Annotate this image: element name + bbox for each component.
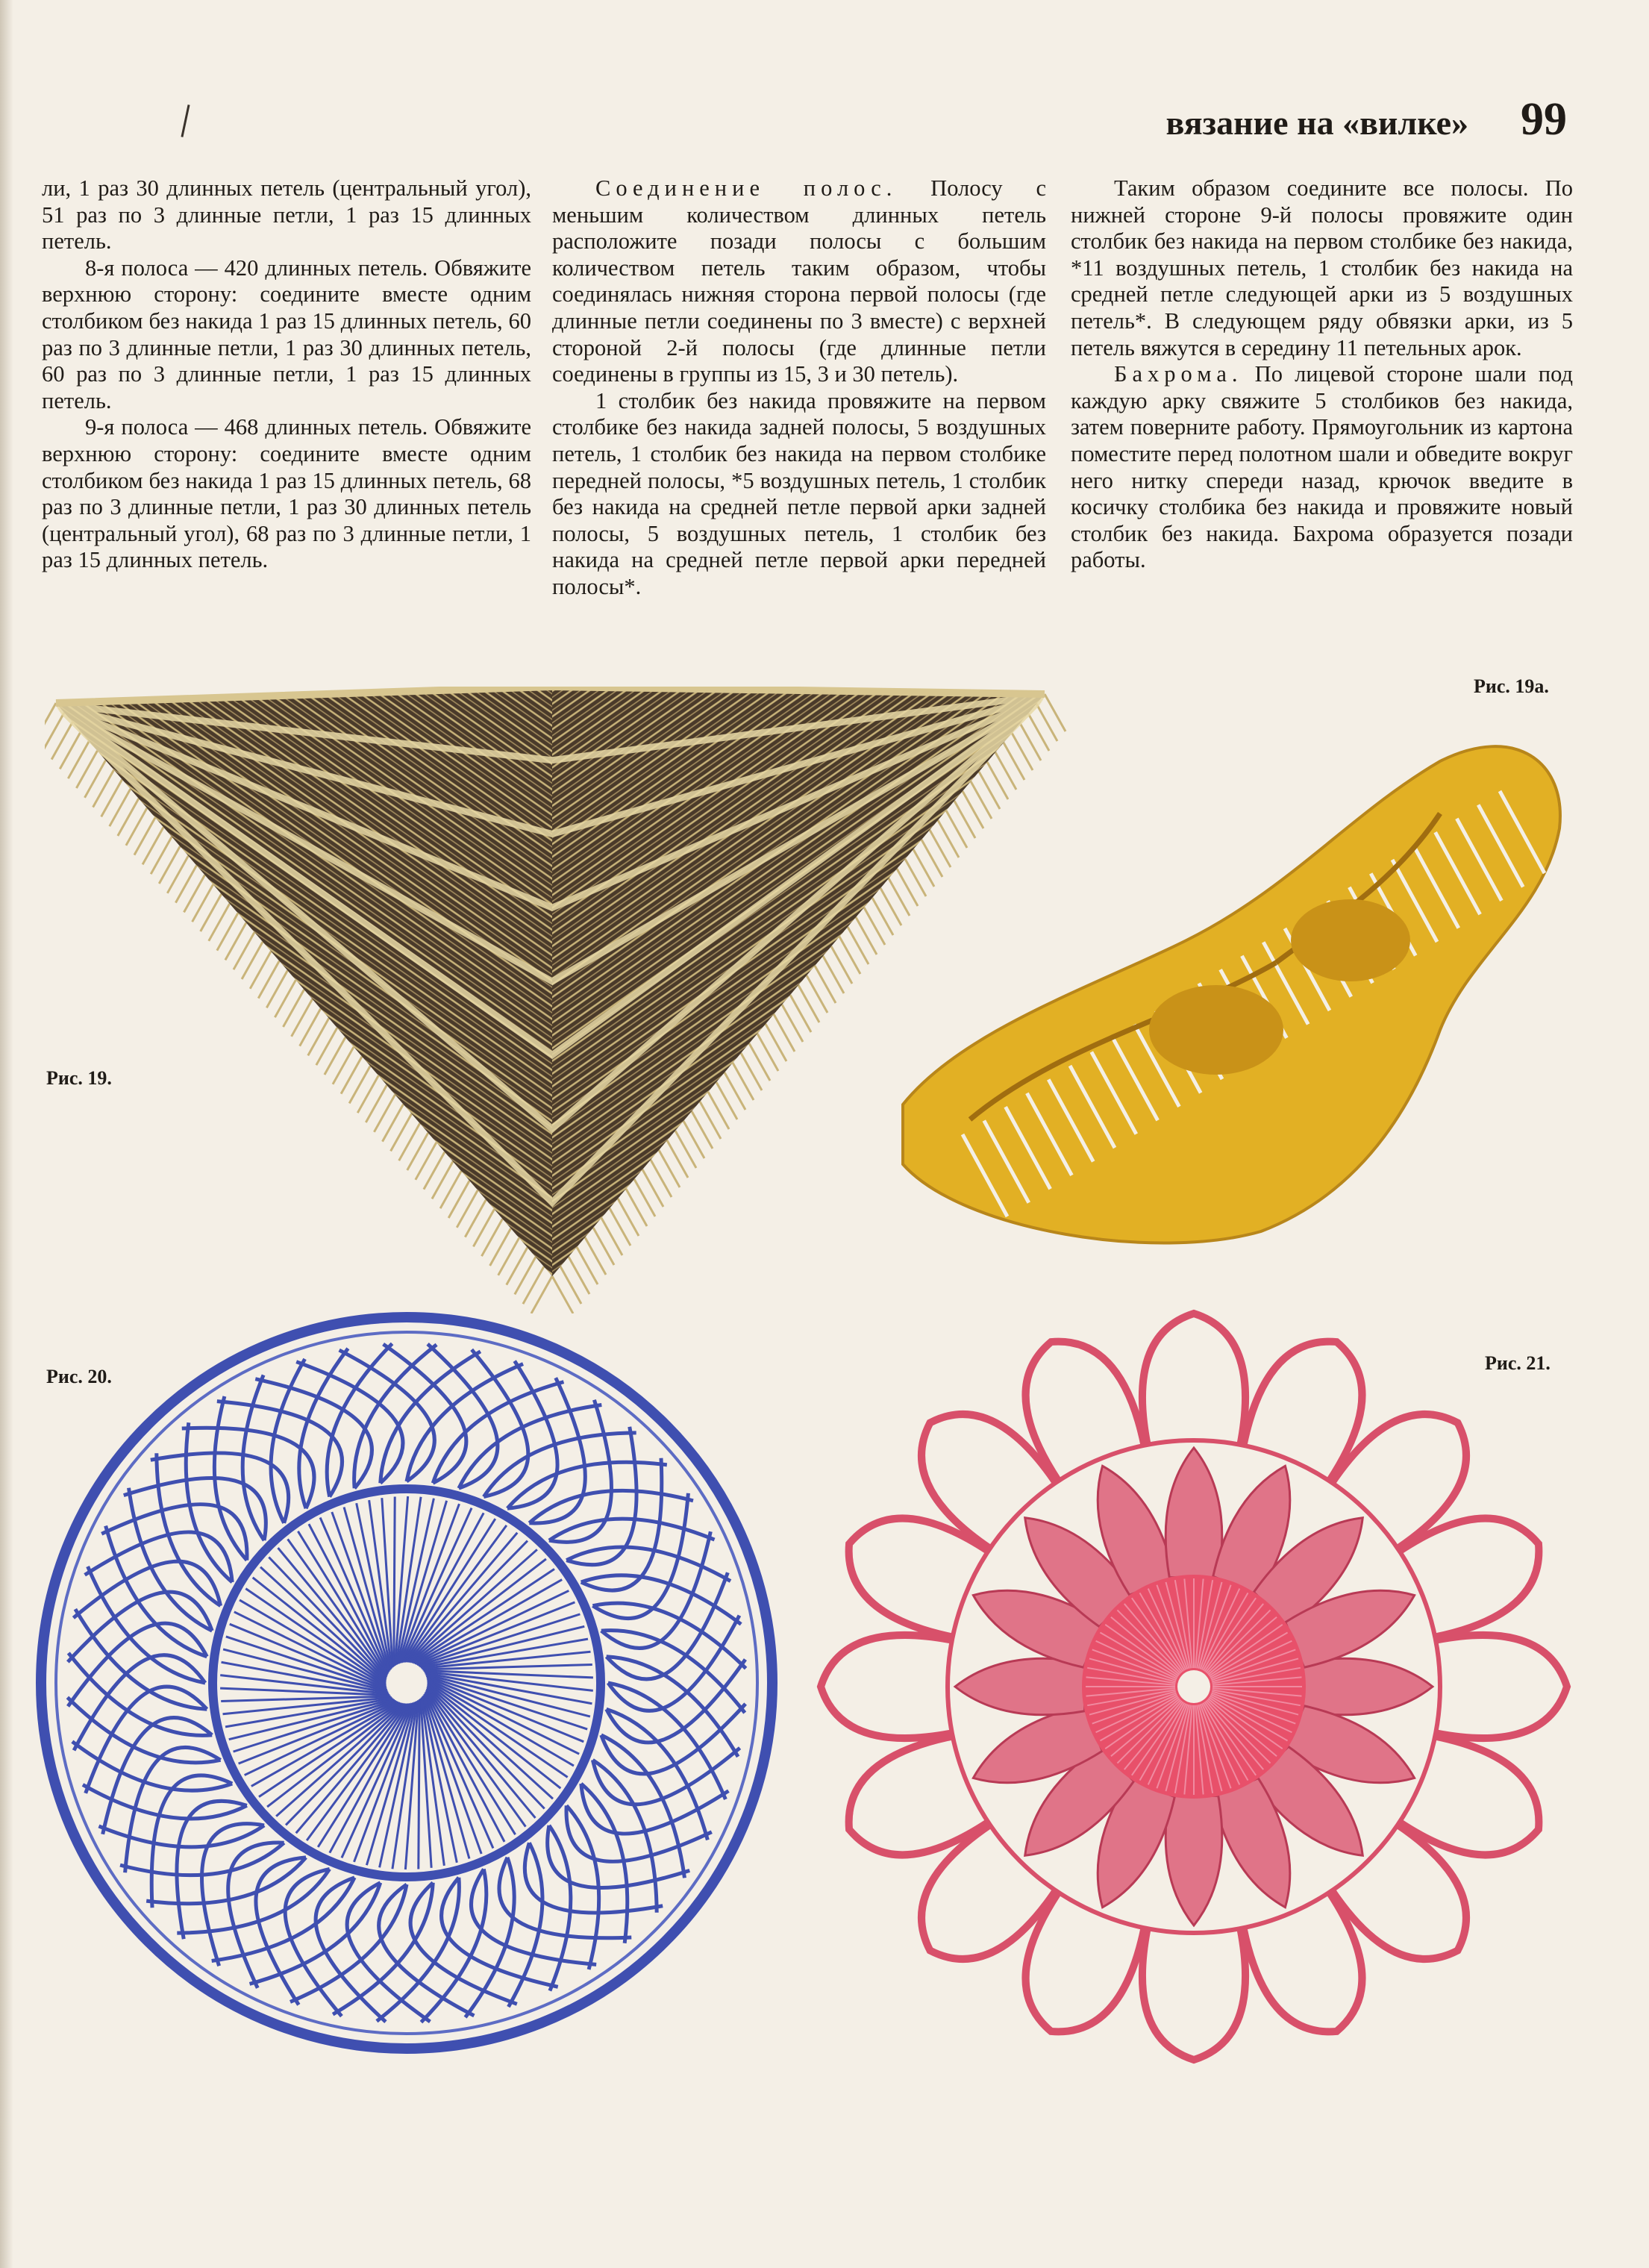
paragraph-body: Полосу с меньшим количеством длинных петель расположите позади полосы с большим количеством петель таким образом, чтобы соединялась нижняя сторона первой полосы (где длинные петли соединены по 3 вместе) с верхней стороной 2-й полосы (где длинные петли соединены в группы из 15, 3 и 30 петель). — [552, 175, 1047, 387]
page-number: 99 — [1521, 94, 1567, 145]
paragraph: ли, 1 раз 30 длинных петель (центральный угол), 51 раз по 3 длинные петли, 1 раз 15 длинных петель. — [42, 175, 531, 254]
paragraph: 9-я полоса — 468 длинных петель. Обвяжите верхнюю сторону: соедините вместе одним столбиком без накида 1 раз 15 длинных петель, 68 раз по 3 длинные петли, 1 раз 30 длинных петель (центральный угол), 68 раз по 3 длинные петли, 1 раз 15 длинных петель. — [42, 414, 531, 573]
text-column-1 — [42, 175, 531, 574]
stray-pen-mark — [181, 104, 190, 137]
paragraph: 8-я полоса — 420 длинных петель. Обвяжите верхнюю сторону: соедините вместе одним столбиком без накида 1 раз 15 длинных петель, 60 раз по 3 длинные петли, 1 раз 30 длинных петель, 60 раз по 3 длинные петли, 1 раз 15 длинных петель. — [42, 254, 531, 413]
yellow-shawl-detail-illustration — [873, 716, 1574, 1254]
running-header — [1166, 93, 1567, 146]
section-title: вязание на «вилке» — [1165, 104, 1468, 142]
paragraph-body: По лицевой стороне шали под каждую арку свяжите 5 столбиков без накида, затем поверните работу. Прямоугольник из картона поместите перед полотном шали и обведите вокруг него нитку спереди назад, крючок введите в косичку столбика без накида и провяжите новый столбик без накида. Бахрома образуется позади работы. — [1071, 361, 1573, 573]
text-column-3 — [1071, 175, 1573, 574]
figure-caption-21: Рис. 21. — [1485, 1352, 1551, 1374]
paragraph: Таким образом соедините все полосы. По нижней стороне 9-й полосы провяжите один столбик без накида на первом столбике без накида, *11 воздушных петель, 1 столбик без накида на средней петле следующей арки из 5 воздушных петель*. В следующем ряду обвязки арки, из 5 петель вяжутся в середину 11 петельных арок. — [1071, 175, 1573, 360]
paragraph-lead: Соединение полос. — [595, 175, 898, 201]
pink-doily-illustration — [806, 1299, 1582, 2075]
text-column-2 — [552, 175, 1046, 601]
paragraph — [552, 175, 1046, 388]
paragraph — [1071, 361, 1573, 574]
page-edge-shadow — [0, 0, 13, 2268]
figure-caption-20: Рис. 20. — [46, 1366, 112, 1387]
blue-doily-illustration — [30, 1306, 783, 2060]
paragraph: 1 столбик без накида провяжите на первом столбике без накида задней полосы, 5 воздушных петель, 1 столбик без накида на первом столбике передней полосы, *5 воздушных петель, 1 столбик без накида на средней петле первой арки задней полосы, 5 воздушных петель, 1 столбик без накида на средней петле первой арки передней полосы*. — [552, 387, 1046, 599]
figure-caption-19a: Рис. 19а. — [1474, 675, 1549, 697]
figure-caption-19: Рис. 19. — [46, 1067, 112, 1089]
paragraph-lead: Бахрома. — [1114, 361, 1243, 387]
